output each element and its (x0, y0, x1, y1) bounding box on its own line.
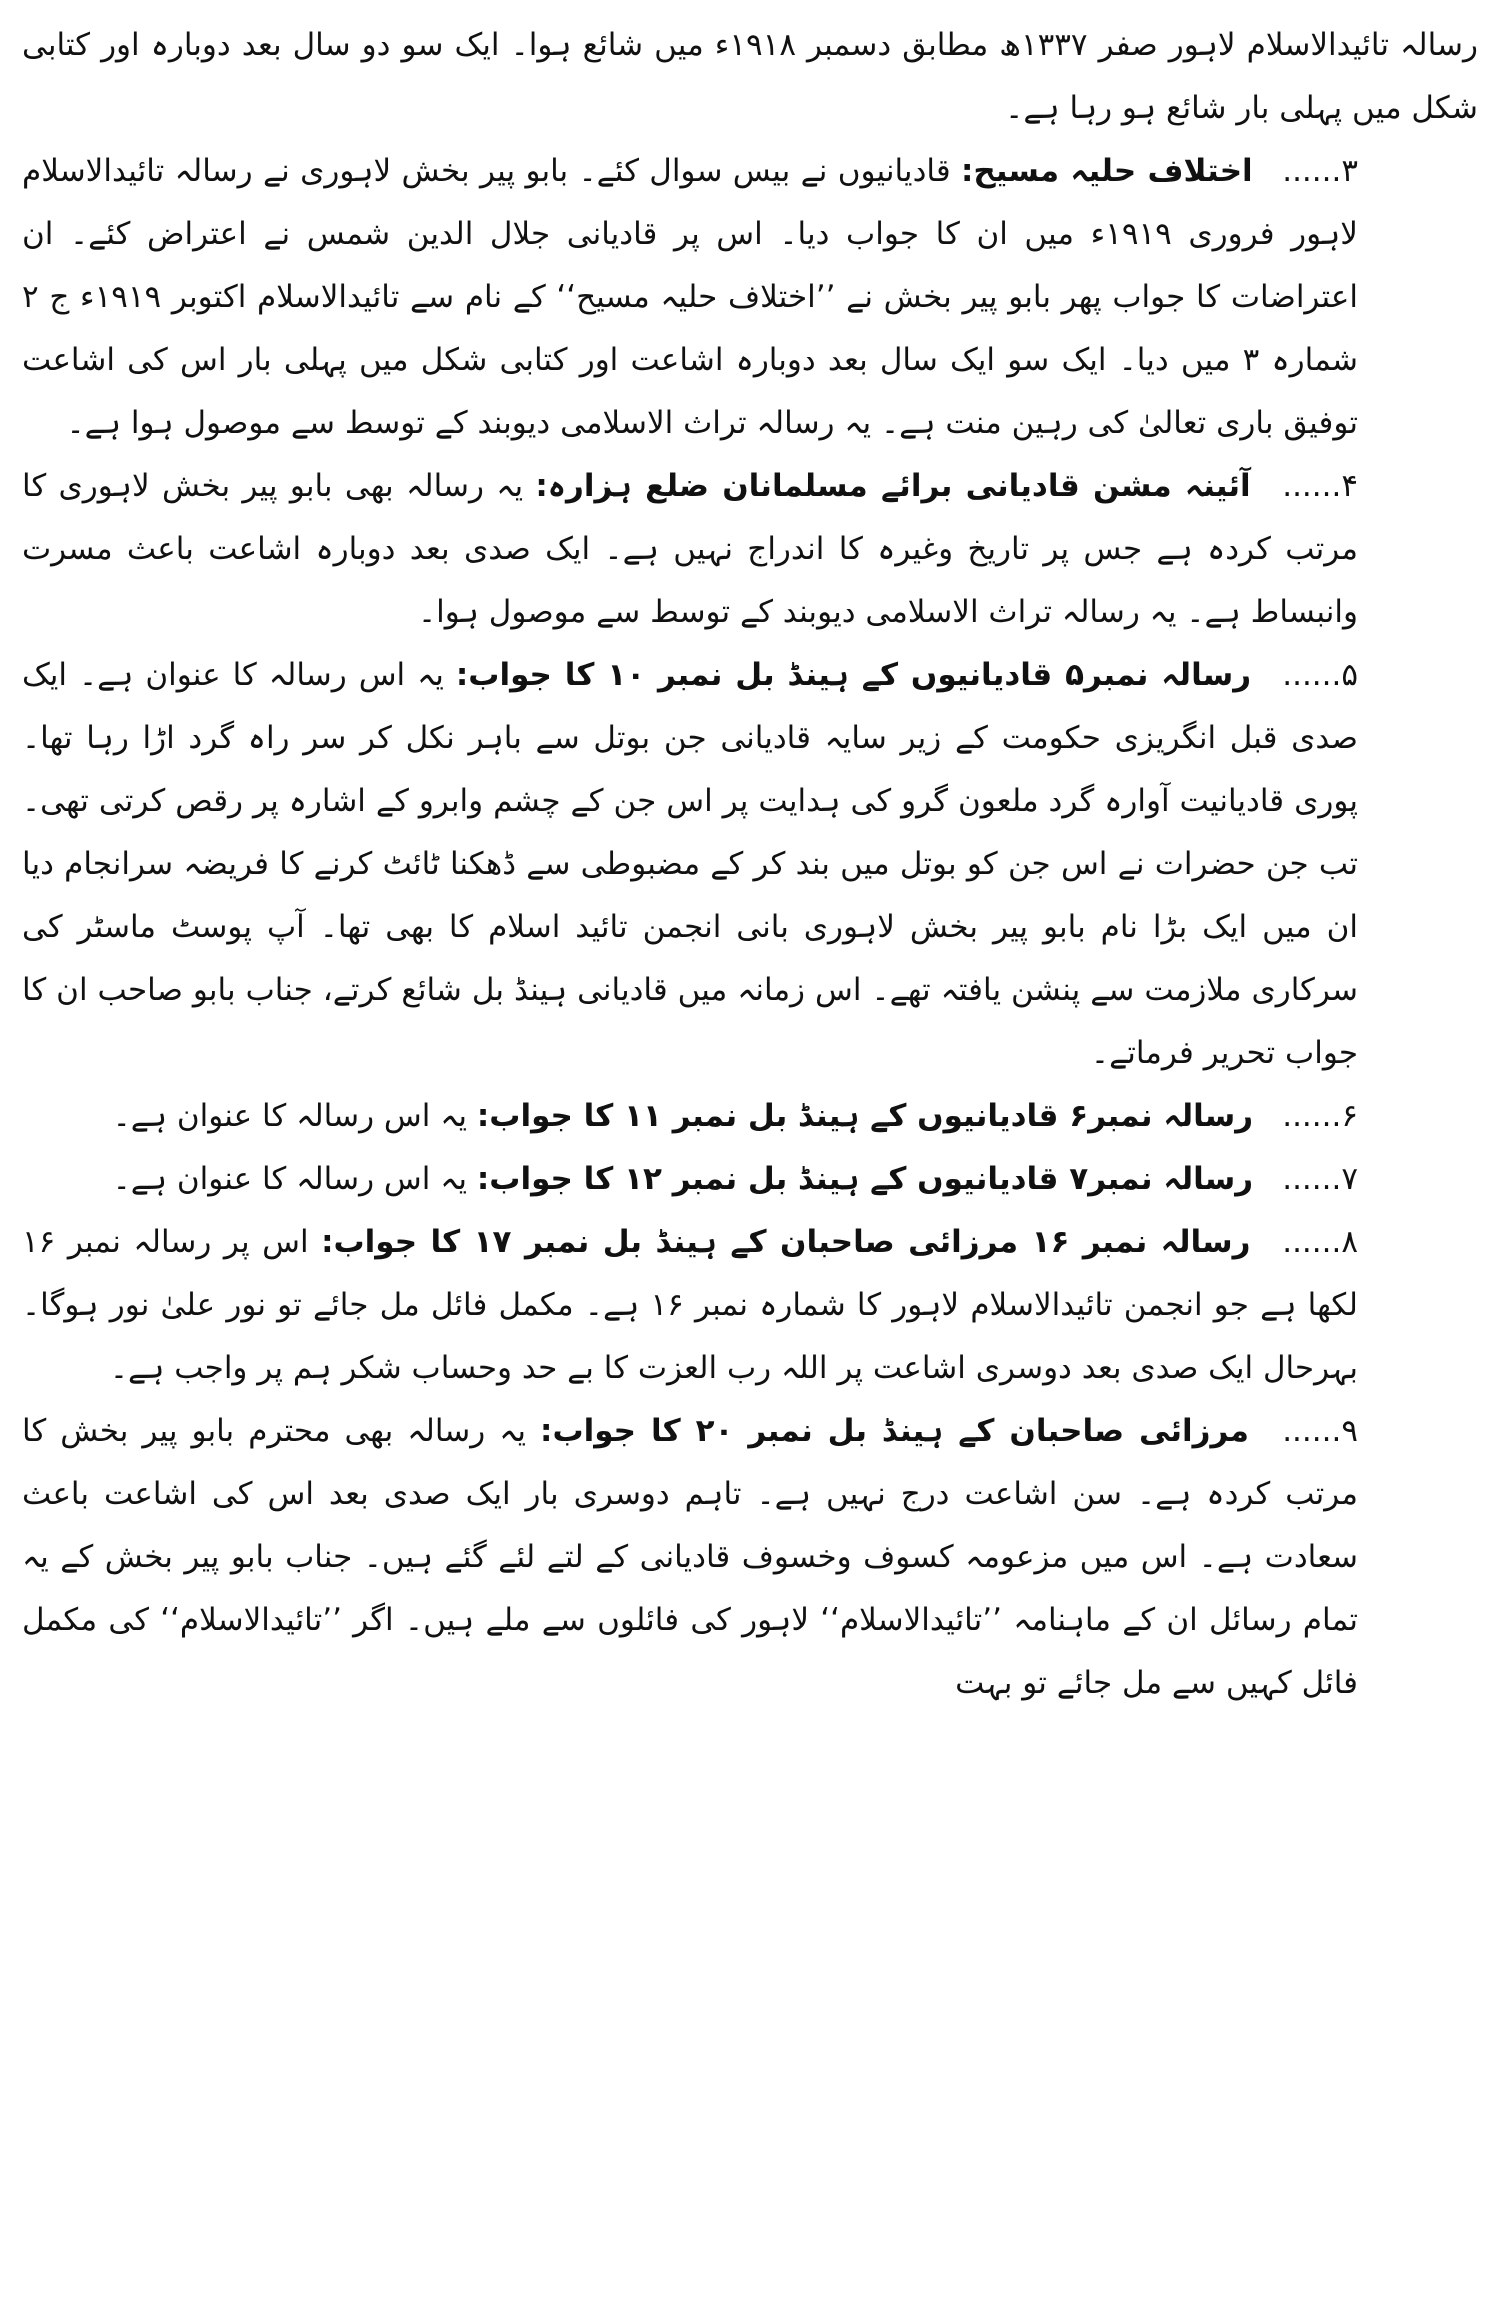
item-heading: رسالہ نمبر ۱۶ مرزائی صاحبان کے ہینڈ بل نمبر ۱۷ کا جواب: (321, 1224, 1251, 1260)
item-heading: رسالہ نمبر۶ قادیانیوں کے ہینڈ بل نمبر ۱۱ کا جواب: (476, 1098, 1254, 1134)
paragraph-text: یہ رسالہ بھی محترم بابو پیر بخش کا مرتب کردہ ہے۔ سن اشاعت درج نہیں ہے۔ تاہم دوسری بار ایک صدی بعد اس کی اشاعت باعث سعادت ہے۔ اس میں مزعومہ کسوف وخسوف قادیانی کے لتے لئے گئے ہیں۔ جناب بابو پیر بخش کے یہ تمام رسائل ان کے ماہنامہ ’’تائیدالاسلام‘‘ لاہور کی فائلوں سے ملے ہیں۔ اگر ’’تائیدالاسلام‘‘ کی مکمل فائل کہیں سے مل جائے تو بہت (22, 1413, 1358, 1701)
item-number: ۸...... (1282, 1224, 1358, 1260)
paragraph-item-8 (22, 1211, 1478, 1400)
paragraph-item-6 (22, 1085, 1478, 1148)
item-heading: رسالہ نمبر۵ قادیانیوں کے ہینڈ بل نمبر ۱۰ کا جواب: (455, 657, 1252, 693)
paragraph-item-4 (22, 455, 1478, 644)
item-number: ۵...... (1282, 657, 1359, 693)
paragraph-item-3 (22, 140, 1478, 455)
item-heading: آئینہ مشن قادیانی برائے مسلمانان ضلع ہزارہ: (535, 468, 1251, 504)
paragraph-2-continuation (22, 14, 1478, 140)
paragraph-text: یہ اس رسالہ کا عنوان ہے۔ (112, 1098, 468, 1134)
item-heading: مرزائی صاحبان کے ہینڈ بل نمبر ۲۰ کا جواب: (540, 1413, 1249, 1449)
paragraph-item-9 (22, 1400, 1478, 1715)
item-number: ۹...... (1282, 1413, 1358, 1449)
item-number: ۶...... (1282, 1098, 1358, 1134)
item-number: ۷...... (1282, 1161, 1358, 1197)
item-number: ۳...... (1282, 153, 1358, 189)
paragraph-text: اس پر رسالہ نمبر ۱۶ لکھا ہے جو انجمن تائیدالاسلام لاہور کا شمارہ نمبر ۱۶ ہے۔ مکمل فائل مل جائے تو نور علیٰ نور ہوگا۔ بہرحال ایک صدی بعد دوسری اشاعت پر اللہ رب العزت کا بے حد وحساب شکر ہم پر واجب ہے۔ (22, 1224, 1358, 1386)
item-number: ۴...... (1282, 468, 1358, 504)
paragraph-text: یہ اس رسالہ کا عنوان ہے۔ (112, 1161, 468, 1197)
paragraph-item-5 (22, 644, 1478, 1085)
item-heading: رسالہ نمبر۷ قادیانیوں کے ہینڈ بل نمبر ۱۲ کا جواب: (476, 1161, 1254, 1197)
paragraph-text: یہ رسالہ بھی بابو پیر بخش لاہوری کا مرتب کردہ ہے جس پر تاریخ وغیرہ کا اندراج نہیں ہے۔ ایک صدی بعد دوبارہ اشاعت باعث مسرت وانبساط ہے۔ یہ رسالہ تراث الاسلامی دیوبند کے توسط سے موصول ہوا۔ (22, 468, 1358, 630)
paragraph-text: یہ اس رسالہ کا عنوان ہے۔ ایک صدی قبل انگریزی حکومت کے زیر سایہ قادیانی جن بوتل سے باہر نکل کر سر راہ گرد اڑا رہا تھا۔ پوری قادیانیت آوارہ گرد ملعون گرو کی ہدایت پر اس جن کے چشم وابرو کے اشارہ پر رقص کرتی تھی۔ تب جن حضرات نے اس جن کو بوتل میں بند کر کے مضبوطی سے ڈھکنا ٹائٹ کرنے کا فریضہ سرانجام دیا ان میں ایک بڑا نام بابو پیر بخش لاہوری بانی انجمن تائید اسلام کا بھی تھا۔ آپ پوسٹ ماسٹر کی سرکاری ملازمت سے پنشن یافتہ تھے۔ اس زمانہ میں قادیانی ہینڈ بل شائع کرتے، جناب بابو صاحب ان کا جواب تحریر فرماتے۔ (22, 657, 1358, 1071)
paragraph-text: رسالہ تائیدالاسلام لاہور صفر ۱۳۳۷ھ مطابق دسمبر ۱۹۱۸ء میں شائع ہوا۔ ایک سو دو سال بعد دوبارہ اور کتابی شکل میں پہلی بار شائع ہو رہا ہے۔ (22, 27, 1478, 126)
paragraph-text: قادیانیوں نے بیس سوال کئے۔ بابو پیر بخش لاہوری نے رسالہ تائیدالاسلام لاہور فروری ۱۹۱۹ء میں ان کا جواب دیا۔ اس پر قادیانی جلال الدین شمس نے اعتراض کئے۔ ان اعتراضات کا جواب پھر بابو پیر بخش نے ’’اختلاف حلیہ مسیح‘‘ کے نام سے تائیدالاسلام اکتوبر ۱۹۱۹ء ج ۲ شمارہ ۳ میں دیا۔ ایک سو ایک سال بعد دوبارہ اشاعت اور کتابی شکل میں پہلی بار اس کی اشاعت توفیق باری تعالیٰ کی رہین منت ہے۔ یہ رسالہ تراث الاسلامی دیوبند کے توسط سے موصول ہوا ہے۔ (22, 153, 1358, 441)
item-heading: اختلاف حلیہ مسیح: (960, 153, 1253, 189)
paragraph-item-7 (22, 1148, 1478, 1211)
